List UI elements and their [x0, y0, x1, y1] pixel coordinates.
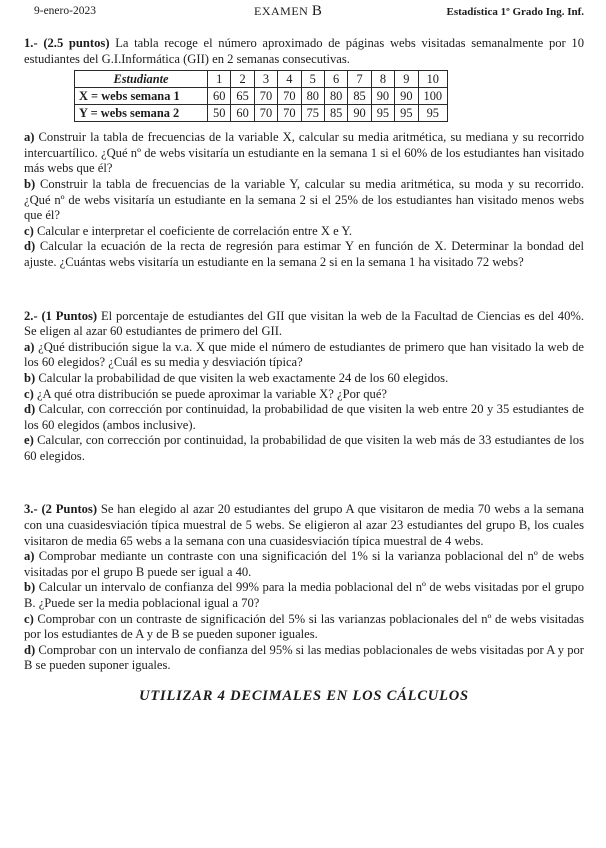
question-text: Construir la tabla de frecuencias de la variable Y, calcular su media aritmética, su moda y su recorrido. ¿Qué nº de webs visitaría un estudiante en la semana 2 si el 25% de los estudiantes han visitado menos webs que él? [24, 176, 584, 223]
table-cell: 80 [324, 88, 347, 105]
table-cell: 85 [348, 88, 371, 105]
table-cell: 70 [278, 105, 301, 122]
question-text: Calcular la probabilidad de que visiten la web exactamente 24 de los 60 elegidos. [38, 370, 449, 385]
table-cell: 50 [208, 105, 231, 122]
table-cell: 100 [418, 88, 448, 105]
table-cell: 2 [231, 71, 254, 88]
table-cell: 95 [371, 105, 394, 122]
problem-1-number: 1.- [24, 36, 38, 50]
table-cell: 9 [395, 71, 418, 88]
table-cell: 7 [348, 71, 371, 88]
spacer [24, 271, 584, 299]
table-cell: 85 [324, 105, 347, 122]
problem-2-points: (1 Puntos) [41, 308, 98, 323]
table-cell: 65 [231, 88, 254, 105]
question-text: Comprobar con un intervalo de confianza del 95% si las medias poblacionales de webs visitadas por A y por B se pueden suponer iguales. [24, 642, 584, 673]
question-letter: b) [24, 176, 36, 191]
question-text: Calcular un intervalo de confianza del 99% para la media poblacional del nº de webs visitadas por el grupo B. ¿Puede ser la media poblacional igual a 70? [24, 580, 585, 611]
question-2d [24, 402, 584, 433]
question-letter: a) [24, 339, 35, 354]
table-cell: 60 [208, 88, 231, 105]
problem-1-intro [24, 36, 584, 67]
question-2e [24, 433, 584, 464]
question-letter: a) [24, 130, 35, 145]
question-text: Comprobar con un contraste de significación del 5% si las varianzas poblacionales del nº de webs visitadas por los estudiantes de A y de B se pueden suponer iguales. [24, 611, 584, 642]
question-letter: d) [24, 402, 36, 417]
table-cell: 70 [254, 105, 277, 122]
table-cell: 3 [254, 71, 277, 88]
table-row-x [75, 88, 448, 105]
question-letter: b) [24, 580, 36, 595]
question-text: Construir la tabla de frecuencias de la variable X, calcular su media aritmética, su mediana y su recorrido intercuartílico. ¿Qué nº de webs visitaría un estudiante en la semana 1 si el 60% de los estudiantes han visitado más webs que él? [24, 130, 584, 176]
problem-2-intro [24, 309, 584, 340]
row-y-label: Y = webs semana 2 [75, 105, 208, 122]
footer-instruction: UTILIZAR 4 DECIMALES EN LOS CÁLCULOS [139, 688, 469, 704]
question-letter: b) [24, 370, 36, 385]
question-letter: a) [24, 549, 35, 564]
question-text: ¿Qué distribución sigue la v.a. X que mide el número de estudiantes de primero que han visitado la web de los 60 elegidos? ¿Cuál es su media y desviación típica? [24, 339, 584, 370]
table-cell: 90 [371, 88, 394, 105]
question-2b [24, 371, 584, 387]
data-table [74, 70, 448, 122]
problem-1-intro-text: La tabla recoge el número aproximado de páginas webs visitadas semanalmente por 10 estudiantes del G.I.Informática (GII) en 2 semanas consecutivas. [24, 36, 584, 66]
table-cell: 75 [301, 105, 324, 122]
problem-2-intro-text: El porcentaje de estudiantes del GII que visitan la web de la Facultad de Ciencias es del 40%. Se eligen al azar 60 estudiantes de primero del GII. [24, 308, 585, 339]
problem-3 [24, 502, 584, 674]
table-cell: 5 [301, 71, 324, 88]
exam-date: 9-enero-2023 [34, 5, 96, 17]
problem-2 [24, 309, 584, 465]
exam-title-text: EXAMEN [254, 4, 309, 18]
question-1a [24, 130, 584, 177]
table-cell: 6 [324, 71, 347, 88]
exam-version: B [311, 3, 323, 19]
question-3a [24, 549, 584, 580]
table-header-label: Estudiante [75, 71, 208, 88]
table-cell: 80 [301, 88, 324, 105]
table-cell: 70 [254, 88, 277, 105]
question-1d [24, 239, 584, 270]
question-text: Comprobar mediante un contraste con una significación del 1% si la varianza poblacional del nº de webs visitadas por el grupo B puede ser igual a 40. [24, 549, 584, 579]
table-cell: 8 [371, 71, 394, 88]
question-text: Calcular, con corrección por continuidad, la probabilidad de que visiten la web entre 20 y 35 estudiantes de los 60 elegidos (ambos inclusive). [24, 402, 584, 432]
question-text: Calcular, con corrección por continuidad, la probabilidad de que visiten la web más de 33 estudiantes de los 60 elegidos. [24, 433, 584, 463]
row-x-label: X = webs semana 1 [75, 88, 208, 105]
table-header-row [75, 71, 448, 88]
problem-3-intro-text: Se han elegido al azar 20 estudiantes del grupo A que visitaron de media 70 webs a la semana con una cuasidesviación típica muestral de 5 webs. Se eligieron al azar 23 estudiantes del grupo B, los cuales visitaron de media 65 webs a la semana con una cuasidesviación típica muestral de 4 webs. [24, 502, 584, 548]
question-letter: c) [24, 611, 34, 626]
exam-header [24, 0, 584, 26]
problem-2-number: 2.- [24, 308, 38, 323]
table-cell: 90 [395, 88, 418, 105]
question-1c [24, 224, 584, 240]
question-3c [24, 612, 584, 643]
table-row-y [75, 105, 448, 122]
question-3b [24, 580, 584, 611]
question-letter: c) [24, 386, 34, 401]
question-3d [24, 643, 584, 674]
table-cell: 95 [395, 105, 418, 122]
question-letter: d) [24, 239, 36, 254]
question-letter: d) [24, 642, 36, 657]
problem-3-intro [24, 502, 584, 549]
table-cell: 90 [348, 105, 371, 122]
question-text: Calcular e interpretar el coeficiente de correlación entre X e Y. [36, 223, 352, 238]
problem-3-points: (2 Puntos) [41, 502, 98, 517]
question-1b [24, 177, 584, 224]
problem-3-number: 3.- [24, 502, 38, 517]
question-text: ¿A qué otra distribución se puede aproximar la variable X? ¿Por qué? [36, 386, 388, 401]
question-text: Calcular la ecuación de la recta de regresión para estimar Y en función de X. Determinar la bondad del ajuste. ¿Cuántas webs visitaría un estudiante en la semana 2 si en la semana 1 ha visitado 72 webs? [24, 239, 584, 269]
question-letter: e) [24, 433, 34, 448]
table-cell: 4 [278, 71, 301, 88]
table-cell: 95 [418, 105, 448, 122]
table-cell: 70 [278, 88, 301, 105]
table-cell: 1 [208, 71, 231, 88]
problem-1-points: (2.5 puntos) [43, 36, 110, 50]
question-2a [24, 340, 584, 371]
exam-title [254, 3, 322, 20]
table-cell: 60 [231, 105, 254, 122]
spacer [24, 464, 584, 492]
question-letter: c) [24, 223, 34, 238]
question-2c [24, 387, 584, 403]
problem-1 [24, 36, 584, 271]
course-name: Estadística 1º Grado Ing. Inf. [446, 6, 584, 18]
table-cell: 10 [418, 71, 448, 88]
